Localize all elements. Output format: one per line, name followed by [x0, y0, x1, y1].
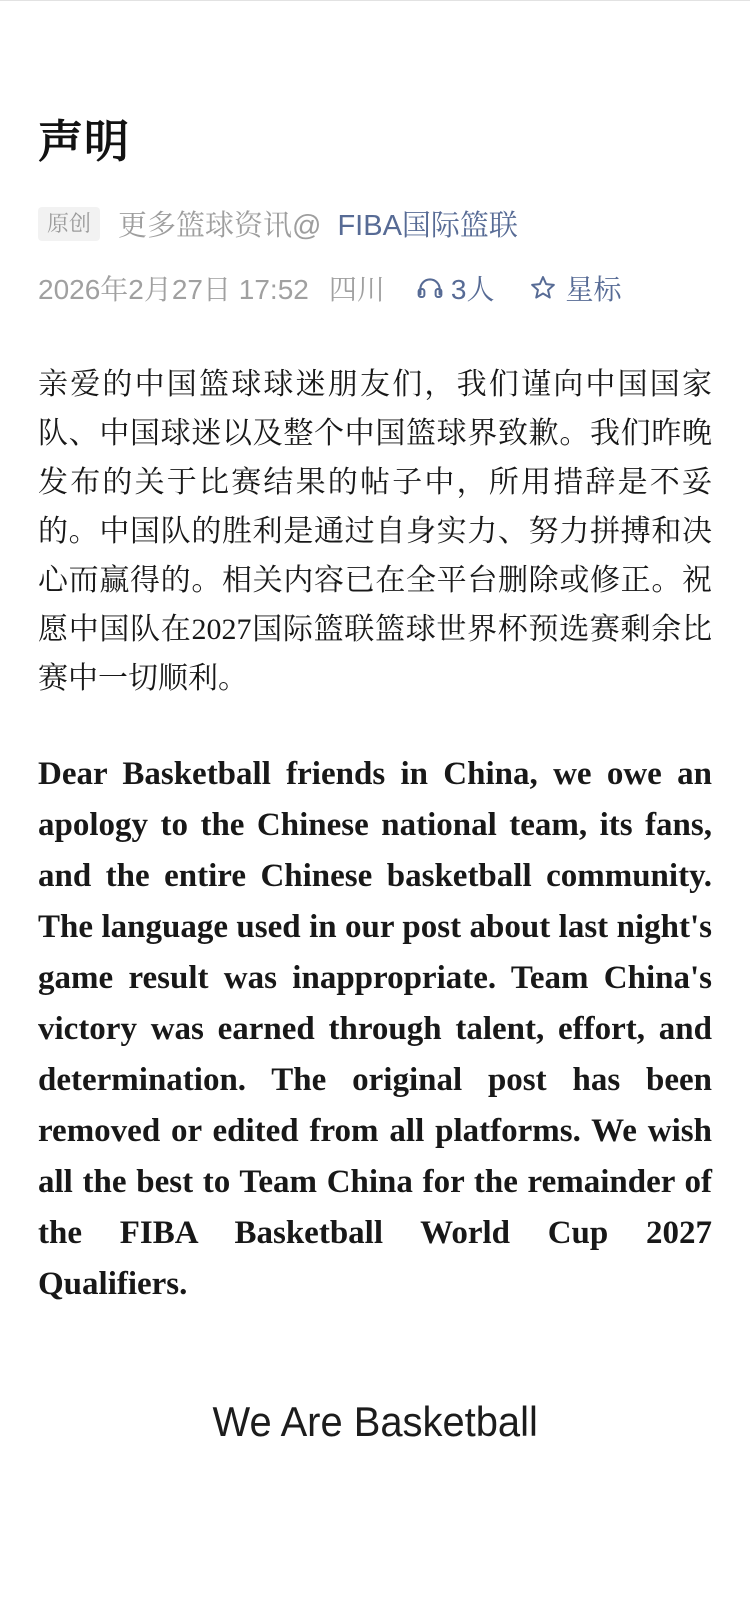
listen-count-link[interactable]: [415, 268, 495, 308]
meta-row: [38, 268, 712, 308]
slogan-text: We Are Basketball: [212, 1398, 538, 1445]
footer-slogan: [38, 1398, 712, 1446]
byline: [38, 203, 712, 244]
author-name: 更多篮球资讯@: [118, 210, 322, 242]
star-label: 星标: [565, 274, 622, 305]
statement-paragraph-english: Dear Basketball friends in China, we owe an apology to the Chinese national team, its fans, and the entire Chinese basketball community. The language used in our post about last night's game result was inappropriate. Team China's victory was earned through talent, effort, and determination. The original post has been removed or edited from all platforms. We wish all the best to Team China for the remainder of the FIBA Basketball World Cup 2027 Qualifiers.: [38, 756, 712, 1302]
page-title: 声明: [38, 116, 131, 167]
star-button[interactable]: [528, 268, 621, 308]
publish-date: 2026年2月27日 17:52: [38, 274, 309, 305]
account-link[interactable]: FIBA国际篮联: [337, 210, 518, 242]
statement-paragraph-chinese: 亲爱的中国篮球球迷朋友们，我们谨向中国国家队、中国球迷以及整个中国篮球界致歉。我们昨晚发布的关于比赛结果的帖子中，所用措辞是不妥的。中国队的胜利是通过自身实力、努力拼搏和决心而赢得的。相关内容已在全平台删除或修正。祝愿中国队在2027国际篮联篮球世界杯预选赛剩余比赛中一切顺利。: [38, 368, 712, 695]
star-outline-icon: [528, 273, 565, 303]
publish-location: 四川: [328, 274, 385, 305]
original-content-tag[interactable]: 原创: [38, 207, 100, 241]
listen-count: 3人: [450, 274, 495, 305]
headphones-icon: [415, 273, 451, 303]
